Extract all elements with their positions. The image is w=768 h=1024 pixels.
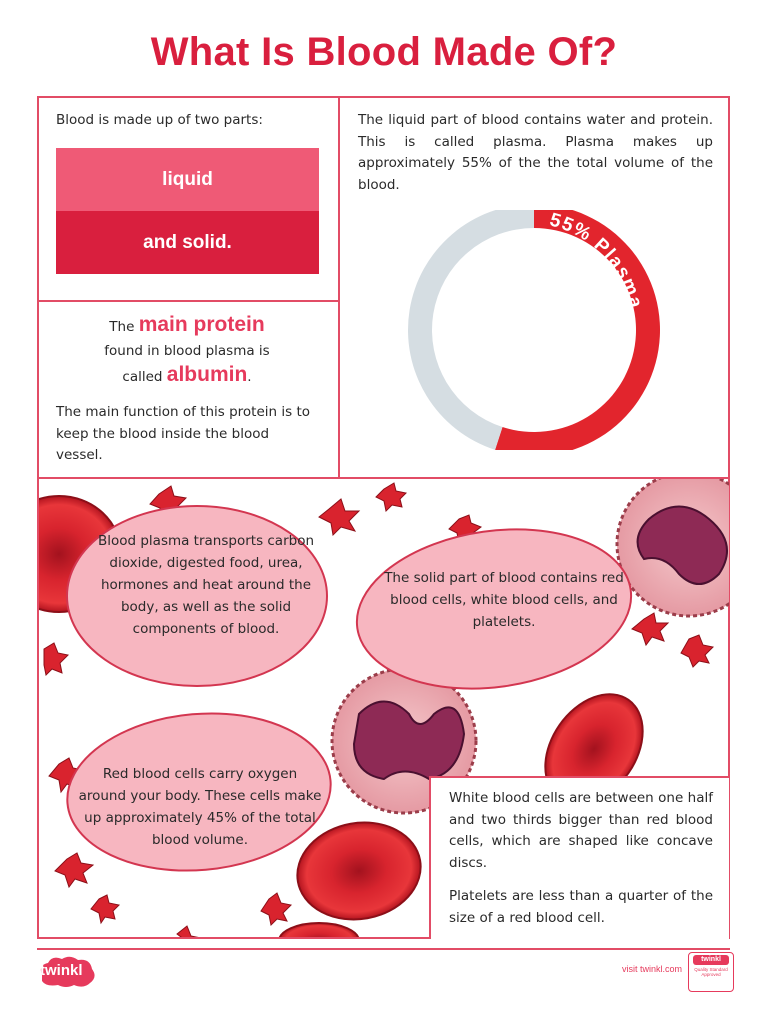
twinkl-logo-text: twinkl (40, 962, 83, 979)
page-title: What Is Blood Made Of? (150, 30, 618, 74)
protein-line-2: found in blood plasma is (104, 343, 270, 359)
protein-info (56, 313, 318, 389)
protein-period: . (247, 369, 252, 385)
parts-intro: Blood is made up of two parts: (56, 112, 263, 128)
protein-line-1 (56, 313, 318, 339)
quality-badge-text: Quality Standard Approved (694, 967, 728, 977)
protein-line-3 (56, 363, 318, 389)
solid-bar: and solid. (56, 211, 319, 274)
albumin-highlight: albumin (166, 363, 248, 386)
main-protein-highlight: main protein (138, 313, 265, 336)
remaining-slice (408, 210, 534, 450)
plasma-blob-text: Blood plasma transports carbon dioxide, digested food, urea, hormones and heat around the body, as well as the solid components of blood. (97, 533, 315, 637)
divider-vertical (338, 97, 340, 478)
white-blood-cell (617, 479, 729, 616)
plasma-description: The liquid part of blood contains water and protein. This is called plasma. Plasma makes up approximately 55% of the the total volume of the blood. (358, 112, 713, 193)
platelets-text: Platelets are less than a quarter of the size of a red blood cell. (449, 888, 713, 926)
plasma-slice (495, 210, 660, 450)
footer-divider (37, 948, 730, 950)
divider-left-mid (38, 300, 339, 302)
plasma-slice-label: 55% Plasma (547, 210, 647, 312)
liquid-bar: liquid (56, 148, 319, 211)
solid-blob-text: The solid part of blood contains red blood cells, white blood cells, and platelets. (384, 570, 624, 630)
protein-called: called (122, 369, 163, 385)
red-cells-blob-text: Red blood cells carry oxygen around your body. These cells make up approximately 45% of the total blood volume. (78, 766, 322, 848)
visit-link[interactable]: visit twinkl.com (621, 964, 682, 974)
protein-the: The (109, 319, 135, 335)
plasma-donut-chart (404, 210, 664, 450)
quality-badge-brand: twinkl (693, 955, 729, 965)
protein-function: The main function of this protein is to keep the blood inside the blood vessel. (56, 404, 310, 463)
red-blood-cell (279, 923, 359, 937)
white-cells-text: White blood cells are between one half and two thirds bigger than red blood cells, which are shaped like concave discs. (449, 790, 713, 871)
